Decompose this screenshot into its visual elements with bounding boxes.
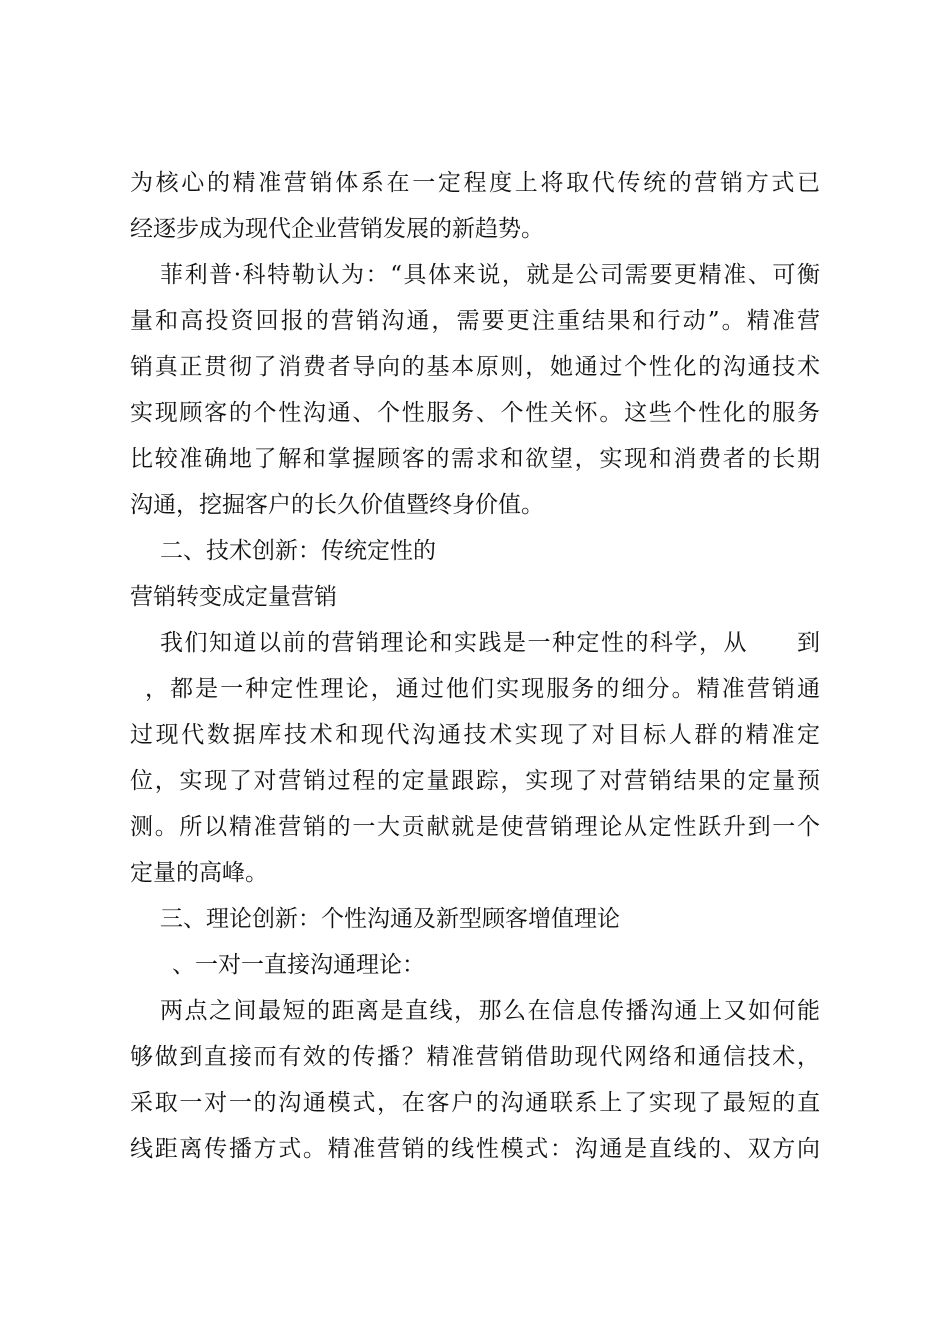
text-line-20: 够做到直接而有效的传播？精准营销借助现代网络和通信技术， (130, 1044, 820, 1070)
text-line-19: 两点之间最短的距离是直线，那么在信息传播沟通上又如何能 (160, 998, 820, 1024)
text-line-4: 量和高投资回报的营销沟通，需要更注重结果和行动”。精准营 (130, 308, 820, 334)
text-line-13: 过现代数据库技术和现代沟通技术实现了对目标人群的精准定 (130, 722, 820, 748)
text-line-16: 定量的高峰。 (130, 860, 268, 886)
text-line-12: ，都是一种定性理论，通过他们实现服务的细分。精准营销通 (145, 676, 820, 702)
text-line-2: 经逐步成为现代企业营销发展的新趋势。 (130, 216, 544, 242)
text-line-11: 我们知道以前的营销理论和实践是一种定性的科学，从 到 (160, 630, 820, 656)
text-line-14: 位，实现了对营销过程的定量跟踪，实现了对营销结果的定量预 (130, 768, 820, 794)
subsection-heading-1: 、一对一直接沟通理论： (172, 952, 425, 978)
section-heading-3: 三、理论创新：个性沟通及新型顾客增值理论 (160, 906, 620, 932)
text-line-8: 沟通，挖掘客户的长久价值暨终身价值。 (130, 492, 544, 518)
text-line-21: 采取一对一的沟通模式，在客户的沟通联系上了实现了最短的直 (130, 1090, 820, 1116)
text-line-7: 比较准确地了解和掌握顾客的需求和欲望，实现和消费者的长期 (130, 446, 820, 472)
text-line-6: 实现顾客的个性沟通、个性服务、个性关怀。这些个性化的服务 (130, 400, 820, 426)
text-line-1: 为核心的精准营销体系在一定程度上将取代传统的营销方式已 (130, 170, 820, 196)
text-line-5: 销真正贯彻了消费者导向的基本原则，她通过个性化的沟通技术 (130, 354, 820, 380)
section-heading-2-part2: 营销转变成定量营销 (130, 584, 337, 610)
text-line-22: 线距离传播方式。精准营销的线性模式：沟通是直线的、双方向 (130, 1136, 820, 1162)
section-heading-2-part1: 二、技术创新：传统定性的 (160, 538, 436, 564)
text-line-15: 测。所以精准营销的一大贡献就是使营销理论从定性跃升到一个 (130, 814, 820, 840)
text-line-3: 菲利普·科特勒认为：“具体来说，就是公司需要更精准、可衡 (160, 262, 820, 288)
